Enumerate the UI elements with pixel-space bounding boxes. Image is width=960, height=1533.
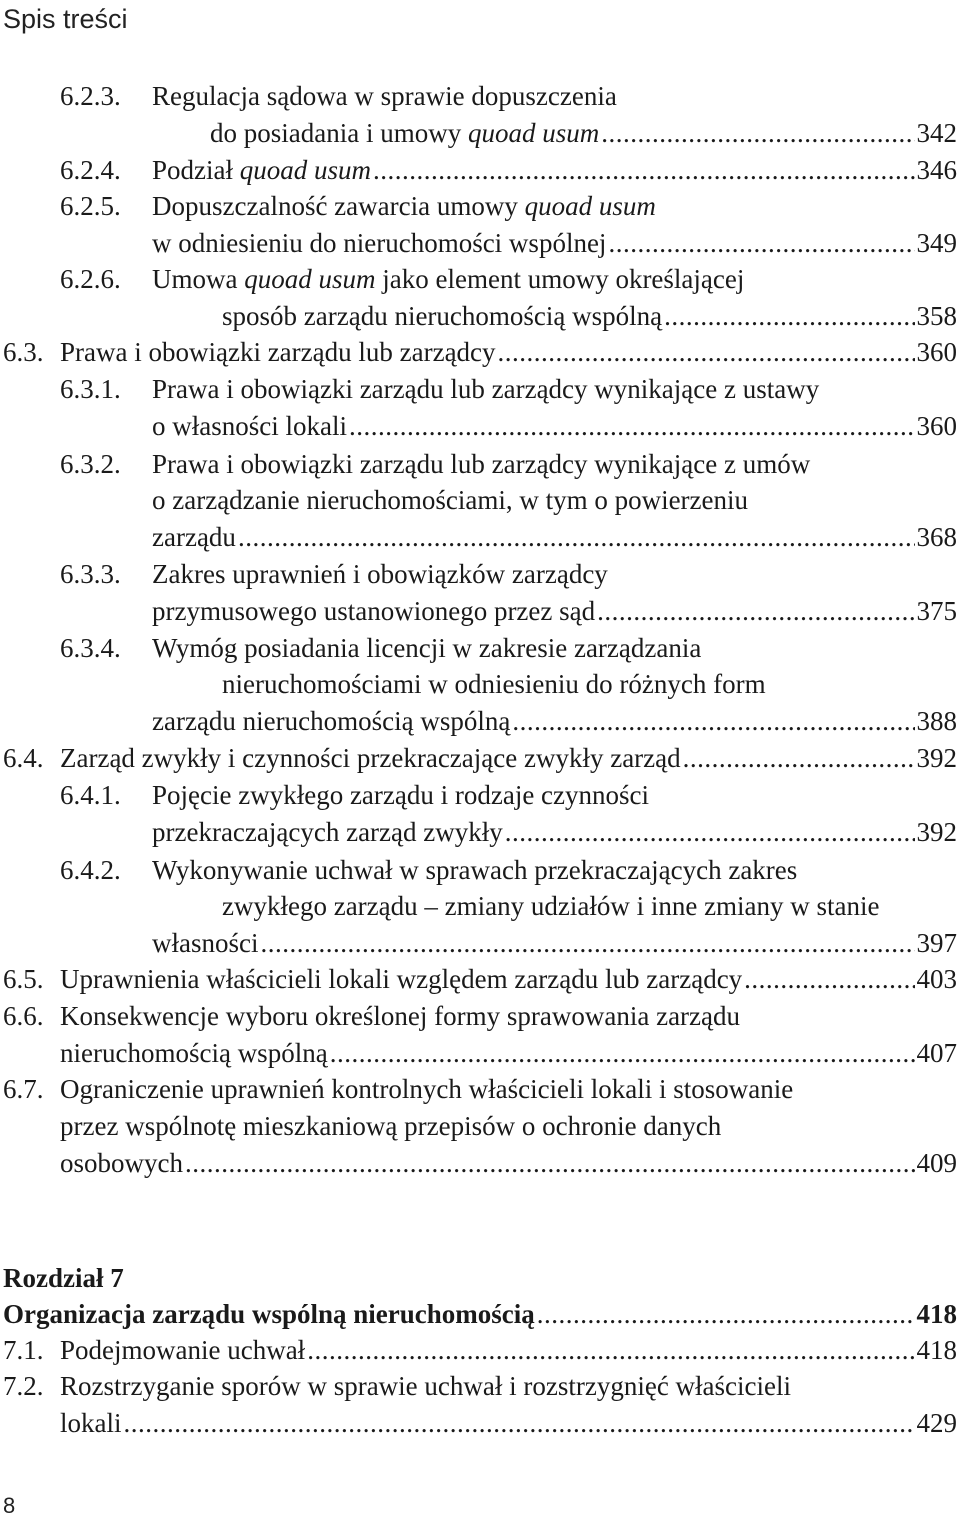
page-number: 388 [916, 706, 957, 736]
toc-entry-6-5[interactable] [3, 961, 957, 997]
leader-dots [330, 1035, 915, 1071]
leader-dots [124, 1405, 915, 1441]
leader-dots [373, 152, 914, 188]
entry-title: Wymóg posiadania licencji w zakresie zarządzania [152, 633, 702, 663]
toc-entry-6-2-4[interactable] [60, 152, 957, 188]
entry-title: Prawa i obowiązki zarządu lub zarządcy wynikające z ustawy [152, 374, 820, 404]
entry-title: przymusowego ustanowionego przez sąd [152, 596, 596, 626]
entry-title: Pojęcie zwykłego zarządu i rodzaje czynności [152, 780, 650, 810]
page-number: 360 [916, 337, 957, 367]
toc-entry-continuation[interactable] [60, 115, 957, 151]
entry-title: Rozstrzyganie sporów w sprawie uchwał i rozstrzygnięć właścicieli [60, 1371, 792, 1401]
page-number: 418 [916, 1299, 957, 1329]
toc-entry-continuation[interactable] [60, 814, 957, 850]
entry-title: Dopuszczalność zawarcia umowy [152, 191, 525, 221]
entry-title: sposób zarządu nieruchomością wspólną [222, 301, 663, 331]
toc-entry-6-6[interactable] [3, 998, 957, 1034]
page-number: 346 [916, 155, 957, 185]
entry-number: 6.2.5. [60, 191, 121, 221]
leader-dots [349, 408, 915, 444]
page-number: 342 [916, 118, 957, 148]
entry-number: 6.2.3. [60, 81, 121, 111]
entry-title: przekraczających zarząd zwykły [152, 817, 503, 847]
page-number: 360 [916, 411, 957, 441]
chapter-label: Rozdział 7 [3, 1263, 124, 1293]
entry-number: 6.4.1. [60, 780, 121, 810]
page-number: 358 [916, 301, 957, 331]
entry-number: 7.1. [3, 1335, 44, 1365]
page-footer-number: 8 [3, 1493, 16, 1518]
entry-number: 7.2. [3, 1371, 44, 1401]
toc-entry-continuation[interactable] [3, 1405, 957, 1441]
entry-title: jako element umowy określającej [375, 264, 745, 294]
entry-number: 6.4.2. [60, 855, 121, 885]
toc-entry-7-2[interactable] [3, 1368, 957, 1404]
entry-title: Regulacja sądowa w sprawie dopuszczenia [152, 81, 617, 111]
toc-entry-6-3-4[interactable] [60, 630, 957, 666]
toc-entry-6-2-6[interactable] [60, 261, 957, 297]
entry-title: o własności lokali [152, 411, 347, 441]
page-number: 375 [916, 596, 957, 626]
page-number: 409 [916, 1148, 957, 1178]
toc-entry-continuation[interactable] [60, 593, 957, 629]
leader-dots [744, 961, 914, 997]
page-number: 418 [916, 1335, 957, 1365]
entry-number: 6.3.1. [60, 374, 121, 404]
leader-dots [597, 593, 914, 629]
leader-dots [498, 334, 915, 370]
entry-title: osobowych [60, 1148, 183, 1178]
entry-title: Zakres uprawnień i obowiązków zarządcy [152, 559, 608, 589]
entry-title: Umowa [152, 264, 245, 294]
entry-number: 6.2.4. [60, 155, 121, 185]
entry-title-italic: quoad usum [524, 191, 656, 221]
running-header: Spis treści [3, 4, 128, 34]
page-number: 368 [916, 522, 957, 552]
entry-number: 6.3.4. [60, 633, 121, 663]
entry-title: Podział [152, 155, 240, 185]
page-number: 407 [916, 1038, 957, 1068]
entry-title: nieruchomością wspólną [60, 1038, 328, 1068]
entry-title: Wykonywanie uchwał w sprawach przekraczających zakres [152, 855, 798, 885]
page-number: 392 [916, 743, 957, 773]
entry-title: nieruchomościami w odniesieniu do różnych form [222, 669, 766, 699]
leader-dots [608, 225, 914, 261]
leader-dots [307, 1332, 914, 1368]
toc-entry-continuation[interactable] [3, 1035, 957, 1071]
entry-number: 6.4. [3, 743, 44, 773]
entry-title: Zarząd zwykły i czynności przekraczające zwykły zarząd [60, 743, 681, 773]
toc-entry-6-3-1[interactable] [60, 371, 957, 407]
leader-dots [260, 925, 914, 961]
leader-dots [512, 703, 914, 739]
toc-entry-6-3-3[interactable] [60, 556, 957, 592]
toc-entry-continuation[interactable] [3, 1108, 957, 1144]
entry-title: do posiadania i umowy [210, 118, 468, 148]
entry-title: Prawa i obowiązki zarządu lub zarządcy wynikające z umów [152, 449, 811, 479]
leader-dots [601, 115, 914, 151]
entry-title: zarządu nieruchomością wspólną [152, 706, 511, 736]
toc-entry-continuation[interactable] [60, 298, 957, 334]
chapter-title: Organizacja zarządu wspólną nieruchomością [3, 1299, 535, 1329]
toc-entry-continuation[interactable] [60, 225, 957, 261]
leader-dots [238, 519, 915, 555]
leader-dots [505, 814, 915, 850]
entry-title: zwykłego zarządu – zmiany udziałów i inne zmiany w stanie [222, 891, 880, 921]
toc-entry-6-2-5[interactable] [60, 188, 957, 224]
page-number: 397 [916, 928, 957, 958]
entry-title: o zarządzanie nieruchomościami, w tym o powierzeniu [152, 485, 749, 515]
entry-number: 6.3.2. [60, 449, 121, 479]
entry-title: Konsekwencje wyboru określonej formy sprawowania zarządu [60, 1001, 741, 1031]
entry-title: Ograniczenie uprawnień kontrolnych właścicieli lokali i stosowanie [60, 1074, 794, 1104]
toc-entry-6-2-3[interactable] [60, 78, 957, 114]
toc-entry-6-3[interactable] [3, 334, 957, 370]
entry-title: w odniesieniu do nieruchomości wspólnej [152, 228, 607, 258]
entry-number: 6.6. [3, 1001, 44, 1031]
toc-entry-continuation[interactable] [60, 519, 957, 555]
leader-dots [185, 1145, 915, 1181]
entry-title: zarządu [152, 522, 236, 552]
toc-entry-continuation[interactable] [60, 482, 957, 518]
leader-dots [537, 1296, 915, 1332]
toc-entry-continuation[interactable] [60, 925, 957, 961]
entry-title: lokali [60, 1408, 122, 1438]
entry-number: 6.7. [3, 1074, 44, 1104]
entry-title: własności [152, 928, 259, 958]
entry-title: Prawa i obowiązki zarządu lub zarządcy [60, 337, 496, 367]
entry-title: przez wspólnotę mieszkaniową przepisów o ochronie danych [60, 1111, 722, 1141]
entry-title-italic: quoad usum [467, 118, 600, 148]
toc-entry-7-1[interactable] [3, 1332, 957, 1368]
leader-dots [664, 298, 914, 334]
page-number: 349 [916, 228, 957, 258]
toc-entry-continuation[interactable] [60, 888, 957, 924]
entry-number: 6.2.6. [60, 264, 121, 294]
toc-entry-continuation[interactable] [60, 666, 957, 702]
page-number: 429 [916, 1408, 957, 1438]
toc-entry-continuation[interactable] [60, 408, 957, 444]
entry-title: Uprawnienia właścicieli lokali względem zarządu lub zarządcy [60, 964, 743, 994]
page-number: 392 [916, 817, 957, 847]
page-number: 403 [916, 964, 957, 994]
entry-number: 6.3.3. [60, 559, 121, 589]
leader-dots [683, 740, 915, 776]
entry-title-italic: quoad usum [239, 155, 372, 185]
toc-entry-6-4[interactable] [3, 740, 957, 776]
toc-entry-6-7[interactable] [3, 1071, 957, 1107]
toc-entry-6-4-2[interactable] [60, 852, 957, 888]
toc-entry-6-3-2[interactable] [60, 446, 957, 482]
entry-number: 6.5. [3, 964, 44, 994]
toc-entry-continuation[interactable] [60, 703, 957, 739]
entry-number: 6.3. [3, 337, 44, 367]
toc-entry-6-4-1[interactable] [60, 777, 957, 813]
chapter-title-entry[interactable] [3, 1296, 957, 1332]
toc-entry-continuation[interactable] [3, 1145, 957, 1181]
entry-title-italic: quoad usum [244, 264, 376, 294]
entry-title: Podejmowanie uchwał [60, 1335, 306, 1365]
